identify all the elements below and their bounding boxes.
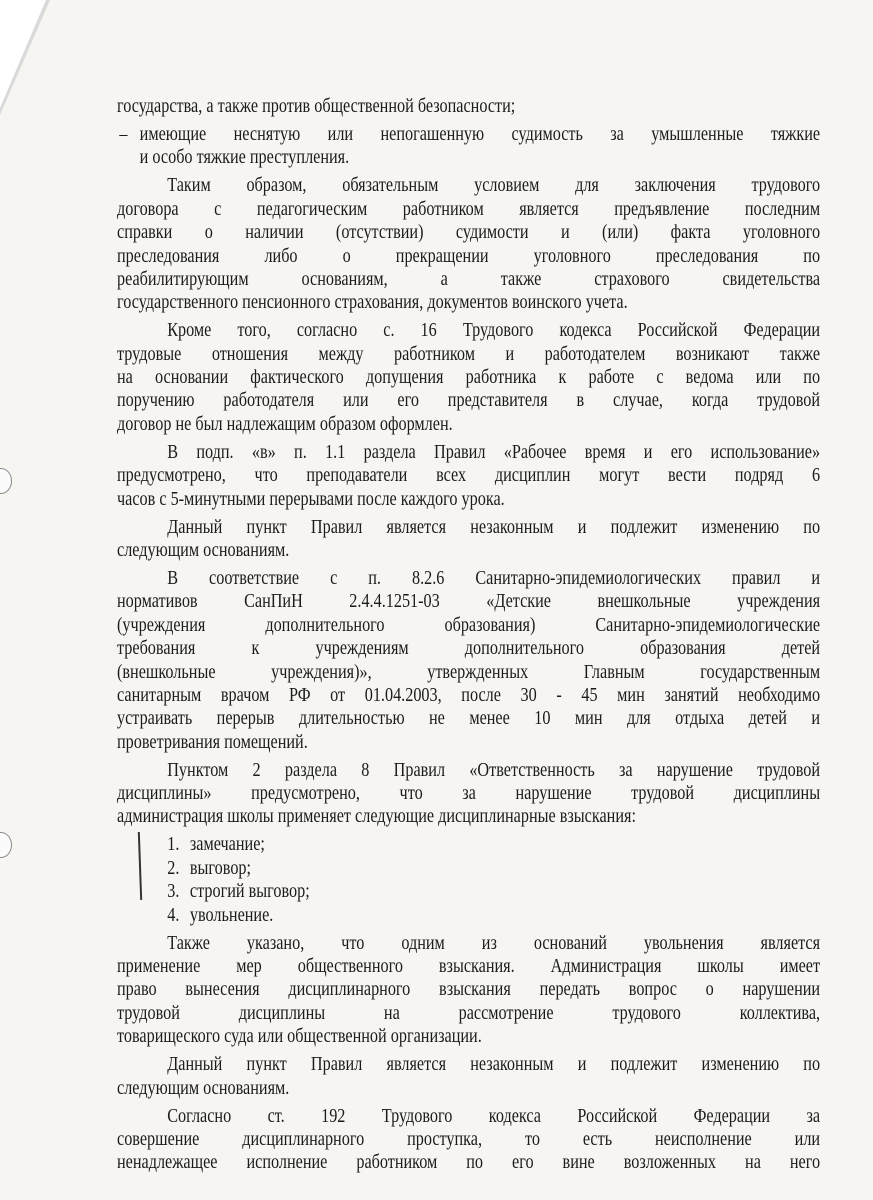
line-text: поручению работодателя или его представителя в случае, когда трудовой xyxy=(117,389,821,412)
page-fold-corner xyxy=(0,0,46,108)
text-line xyxy=(117,1053,820,1076)
line-text: устраивать перерыв длительностью не менее 10 мин для отдыха детей и xyxy=(117,707,821,730)
text-line xyxy=(117,319,820,342)
numbered-list xyxy=(117,833,820,927)
line-text: ненадлежащее исполнение работником по его вине возложенных на него xyxy=(117,1151,821,1174)
text-line xyxy=(117,441,820,464)
line-text: государства, а также против общественной безопасности; xyxy=(117,95,516,117)
line-text: применение мер общественного взыскания. Администрация школы имеет xyxy=(117,955,821,978)
line-text: на основании фактического допущения работника к работе с ведома или по xyxy=(117,366,821,389)
line-text: имеющие неснятую или непогашенную судимость за умышленные тяжкие xyxy=(139,122,821,145)
text-line xyxy=(117,1105,820,1128)
text-line xyxy=(117,955,820,978)
list-item xyxy=(117,857,820,880)
text-line xyxy=(117,707,820,730)
list-item-text: выговор; xyxy=(189,856,252,879)
text-line xyxy=(117,1077,820,1100)
text-line xyxy=(117,245,820,268)
line-text: трудовые отношения между работником и работодателем возникают также xyxy=(117,342,821,365)
text-line xyxy=(117,1128,820,1151)
line-text: нормативов СанПиН 2.4.4.1251-03 «Детские внешкольные учреждения xyxy=(117,590,821,613)
text-line xyxy=(117,782,820,805)
text-line xyxy=(117,146,820,169)
line-text: санитарным врачом РФ от 01.04.2003, после 30 - 45 мин занятий необходимо xyxy=(117,683,821,706)
text-line xyxy=(117,539,820,562)
line-text: В подп. «в» п. 1.1 раздела Правил «Рабочее время и его использование» xyxy=(167,440,821,463)
line-text: договора с педагогическим работником является предъявление последним xyxy=(117,197,821,220)
line-text: проветривания помещений. xyxy=(117,730,308,753)
line-text: товарищеского суда или общественной организации. xyxy=(117,1025,482,1048)
bullet-item xyxy=(117,123,820,170)
punch-hole-mark xyxy=(0,832,12,858)
text-line xyxy=(117,291,820,314)
text-line xyxy=(117,95,820,118)
text-line xyxy=(117,366,820,389)
paragraph xyxy=(117,1105,820,1175)
line-text: Данный пункт Правил является незаконным и подлежит изменению по xyxy=(167,1053,821,1076)
text-line xyxy=(117,637,820,660)
text-line xyxy=(117,614,820,637)
text-line xyxy=(117,123,820,146)
text-line xyxy=(117,932,820,955)
line-text: Данный пункт Правил является незаконным и подлежит изменению по xyxy=(167,515,821,538)
text-line xyxy=(117,1151,820,1174)
line-text: администрация школы применяет следующие дисциплинарные взыскания: xyxy=(117,805,636,828)
text-line xyxy=(117,516,820,539)
line-text: В соответствие с п. 8.2.6 Санитарно-эпидемиологических правил и xyxy=(167,566,821,589)
text-line xyxy=(117,567,820,590)
text-line xyxy=(117,413,820,436)
line-text: следующим основаниям. xyxy=(117,539,290,561)
list-item-number: 4. xyxy=(167,903,180,926)
text-line xyxy=(117,464,820,487)
text-line xyxy=(117,731,820,754)
text-line xyxy=(117,684,820,707)
bullet-dash: – xyxy=(119,122,128,145)
text-line xyxy=(117,805,820,828)
line-text: (учреждения дополнительного образования) Санитарно-эпидемиологические xyxy=(117,613,821,636)
text-line xyxy=(117,198,820,221)
list-item-text: замечание; xyxy=(189,833,265,856)
list-item-text: строгий выговор; xyxy=(189,880,310,903)
line-text: (внешкольные учреждения)», утвержденных Главным государственным xyxy=(117,660,821,683)
text-line xyxy=(117,759,820,782)
text-line xyxy=(117,343,820,366)
text-line xyxy=(117,389,820,412)
text-line xyxy=(117,590,820,613)
list-item-number: 1. xyxy=(167,833,180,856)
line-text: Таким образом, обязательным условием для заключения трудового xyxy=(167,174,821,197)
text-line xyxy=(117,661,820,684)
line-text: право вынесения дисциплинарного взыскания передать вопрос о нарушении xyxy=(117,978,821,1001)
list-item-number: 3. xyxy=(167,880,180,903)
list-item xyxy=(117,904,820,927)
text-line xyxy=(117,978,820,1001)
paragraph xyxy=(117,567,820,754)
paragraph xyxy=(117,516,820,563)
list-item-text: увольнение. xyxy=(189,903,274,926)
line-text: часов с 5-минутными перерывами после каждого урока. xyxy=(117,487,505,510)
document-body xyxy=(117,95,820,1179)
line-text: Пунктом 2 раздела 8 Правил «Ответственность за нарушение трудовой xyxy=(167,758,821,781)
paragraph xyxy=(117,319,820,436)
paragraph xyxy=(117,1053,820,1100)
paragraph xyxy=(117,174,820,314)
text-line xyxy=(117,488,820,511)
list-item xyxy=(117,833,820,856)
line-text: Также указано, что одним из оснований увольнения является xyxy=(167,931,821,954)
paragraph xyxy=(117,932,820,1049)
paragraph xyxy=(117,95,820,118)
paragraph xyxy=(117,441,820,511)
line-text: преследования либо о прекращении уголовного преследования по xyxy=(117,244,821,267)
text-line xyxy=(117,268,820,291)
line-text: Согласно ст. 192 Трудового кодекса Российской Федерации за xyxy=(167,1104,821,1127)
line-text: предусмотрено, что преподаватели всех дисциплин могут вести подряд 6 xyxy=(117,464,821,487)
line-text: совершение дисциплинарного проступка, то есть неисполнение или xyxy=(117,1127,821,1150)
paragraph xyxy=(117,759,820,829)
list-item xyxy=(117,880,820,903)
line-text: Кроме того, согласно с. 16 Трудового кодекса Российской Федерации xyxy=(167,319,821,342)
text-line xyxy=(117,1002,820,1025)
line-text: справки о наличии (отсутствии) судимости и (или) факта уголовного xyxy=(117,221,821,244)
punch-hole-mark xyxy=(0,468,12,494)
line-text: требования к учреждениям дополнительного образования детей xyxy=(117,637,821,660)
line-text: трудовой дисциплины на рассмотрение трудового коллектива, xyxy=(117,1001,821,1024)
line-text: договор не был надлежащим образом оформлен. xyxy=(117,412,453,435)
list-item-number: 2. xyxy=(167,856,180,879)
line-text: государственного пенсионного страхования, документов воинского учета. xyxy=(117,291,628,314)
text-line xyxy=(117,221,820,244)
line-text: реабилитирующим основаниям, а также страхового свидетельства xyxy=(117,267,821,290)
line-text: и особо тяжкие преступления. xyxy=(139,146,350,169)
line-text: дисциплины» предусмотрено, что за нарушение трудовой дисциплины xyxy=(117,782,821,805)
line-text: следующим основаниям. xyxy=(117,1076,290,1099)
text-line xyxy=(117,1025,820,1048)
text-line xyxy=(117,174,820,197)
